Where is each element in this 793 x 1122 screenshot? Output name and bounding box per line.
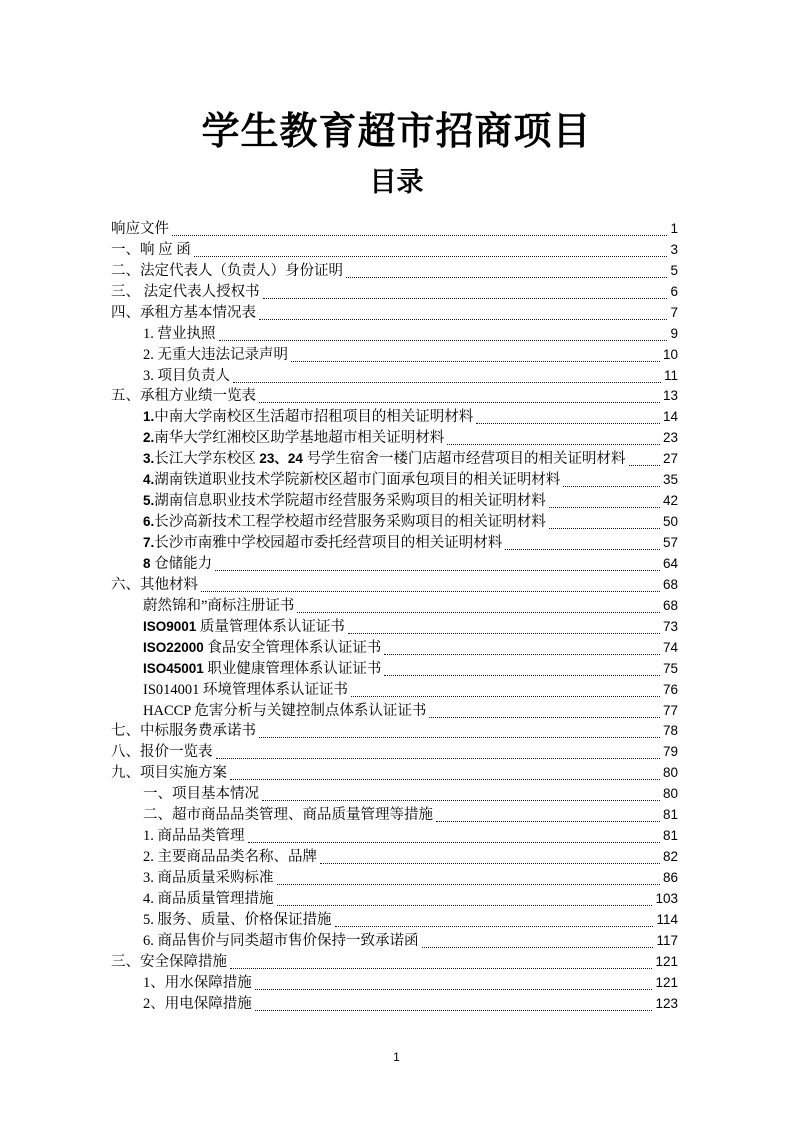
toc-entry-page-number: 73	[662, 618, 678, 634]
toc-entry-page-number: 23	[662, 430, 678, 446]
toc-entry-title: 1、用水保障措施	[143, 974, 252, 991]
toc-entry-page-number: 64	[662, 555, 678, 571]
toc-dotted-leader	[277, 905, 653, 906]
toc-entry-page-number: 81	[662, 828, 678, 844]
toc-entry[interactable]	[111, 701, 678, 722]
toc-entry[interactable]	[111, 491, 678, 512]
toc-entry-page-number: 79	[662, 744, 678, 760]
toc-entry-page-number: 27	[662, 451, 678, 467]
toc-entry-page-number: 50	[662, 514, 678, 530]
toc-dotted-leader	[255, 1010, 653, 1011]
toc-entry-title: IS014001 环境管理体系认证证书	[143, 681, 349, 698]
toc-entry-title: 3.长江大学东校区 23、24 号学生宿舍一楼门店超市经营项目的相关证明材料	[143, 451, 626, 468]
toc-entry-title: 八、报价一览表	[111, 744, 213, 761]
toc-entry-title: 1.中南大学南校区生活超市招租项目的相关证明材料	[143, 409, 474, 426]
toc-dotted-leader	[447, 444, 660, 445]
toc-entry[interactable]	[111, 868, 678, 889]
toc-entry[interactable]	[111, 407, 678, 428]
toc-entry[interactable]	[111, 470, 678, 491]
toc-dotted-leader	[259, 737, 660, 738]
toc-entry-title: 2. 主要商品品类名称、品牌	[143, 849, 317, 866]
toc-entry[interactable]	[111, 324, 678, 345]
toc-entry-page-number: 42	[662, 493, 678, 509]
toc-entry-title: 一、响 应 函	[111, 241, 191, 258]
toc-dotted-leader	[194, 256, 668, 257]
toc-dotted-leader	[549, 507, 660, 508]
toc-entry[interactable]	[111, 784, 678, 805]
toc-entry-page-number: 76	[662, 681, 678, 697]
toc-entry[interactable]	[111, 910, 678, 931]
toc-dotted-leader	[263, 298, 668, 299]
toc-entry-page-number: 82	[662, 849, 678, 865]
toc-entry[interactable]	[111, 512, 678, 533]
toc-entry-page-number: 13	[662, 388, 678, 404]
toc-dotted-leader	[563, 486, 660, 487]
toc-entry[interactable]	[111, 240, 678, 261]
toc-entry-page-number: 78	[662, 723, 678, 739]
toc-entry[interactable]	[111, 282, 678, 303]
toc-entry-page-number: 80	[662, 765, 678, 781]
toc-entry-page-number: 57	[662, 535, 678, 551]
toc-entry[interactable]	[111, 973, 678, 994]
toc-dotted-leader	[248, 842, 660, 843]
toc-entry-page-number: 1	[670, 220, 678, 236]
toc-entry-title: 4. 商品质量管理措施	[143, 890, 274, 907]
toc-entry[interactable]	[111, 596, 678, 617]
toc-entry-title: 5. 服务、质量、价格保证措施	[143, 911, 332, 928]
toc-dotted-leader	[233, 382, 661, 383]
toc-entry-page-number: 10	[662, 346, 678, 362]
toc-entry-title: HACCP 危害分析与关键控制点体系认证证书	[143, 702, 427, 719]
toc-entry[interactable]	[111, 742, 678, 763]
toc-dotted-leader	[422, 947, 654, 948]
toc-dotted-leader	[549, 528, 660, 529]
toc-entry[interactable]	[111, 931, 678, 952]
toc-dotted-leader	[219, 340, 668, 341]
toc-entry-title: 响应文件	[111, 220, 169, 237]
toc-entry[interactable]	[111, 554, 678, 575]
toc-entry-page-number: 114	[656, 911, 678, 927]
toc-entry[interactable]	[111, 219, 678, 240]
toc-entry[interactable]	[111, 366, 678, 387]
toc-entry-title: 8 仓储能力	[143, 555, 213, 572]
toc-entry-title: 蔚然锦和”商标注册证书	[143, 597, 295, 614]
toc-dotted-leader	[320, 863, 660, 864]
toc-entry-page-number: 77	[662, 702, 678, 718]
toc-entry-page-number: 86	[662, 870, 678, 886]
toc-dotted-leader	[172, 235, 667, 236]
toc-entry-title: 3. 项目负责人	[143, 367, 230, 384]
toc-entry-page-number: 103	[655, 890, 678, 906]
toc-entry-page-number: 123	[655, 995, 678, 1011]
toc-entry[interactable]	[111, 575, 678, 596]
toc-entry[interactable]	[111, 617, 678, 638]
toc-dotted-leader	[629, 465, 660, 466]
toc-entry-title: 2. 无重大违法记录声明	[143, 346, 288, 363]
toc-entry-title: 1. 商品品类管理	[143, 828, 245, 845]
toc-dotted-leader	[230, 779, 660, 780]
toc-entry-page-number: 6	[670, 283, 678, 299]
toc-entry-page-number: 75	[662, 660, 678, 676]
toc-entry[interactable]	[111, 638, 678, 659]
toc-entry-title: 四、承租方基本情况表	[111, 304, 256, 321]
toc-entry[interactable]	[111, 428, 678, 449]
toc-entry[interactable]	[111, 533, 678, 554]
toc-entry[interactable]	[111, 805, 678, 826]
toc-dotted-leader	[384, 675, 660, 676]
toc-entry-title: 7.长沙市南雅中学校园超市委托经营项目的相关证明材料	[143, 535, 503, 552]
toc-dotted-leader	[335, 926, 654, 927]
toc-dotted-leader	[255, 989, 653, 990]
toc-dotted-leader	[216, 758, 660, 759]
toc-entry-page-number: 117	[656, 932, 678, 948]
toc-entry[interactable]	[111, 826, 678, 847]
toc-dotted-leader	[215, 570, 660, 571]
toc-entry-title: 二、法定代表人（负责人）身份证明	[111, 262, 343, 279]
toc-dotted-leader	[291, 361, 660, 362]
toc-dotted-leader	[436, 821, 660, 822]
toc-entry[interactable]	[111, 994, 678, 1015]
toc-entry-title: 五、承租方业绩一览表	[111, 388, 256, 405]
toc-dotted-leader	[277, 884, 660, 885]
toc-entry[interactable]	[111, 449, 678, 470]
toc-entry-title: ISO22000 食品安全管理体系认证证书	[143, 639, 382, 656]
toc-dotted-leader	[201, 591, 660, 592]
toc-entry-title: 6.长沙高新技术工程学校超市经营服务采购项目的相关证明材料	[143, 514, 546, 531]
toc-entry-title: 5.湖南信息职业技术学院超市经营服务采购项目的相关证明材料	[143, 493, 546, 510]
toc-dotted-leader	[505, 549, 660, 550]
toc-dotted-leader	[429, 717, 660, 718]
toc-entry[interactable]	[111, 847, 678, 868]
toc-dotted-leader	[230, 968, 652, 969]
toc-entry-title: ISO45001 职业健康管理体系认证证书	[143, 660, 382, 677]
toc-entry-page-number: 9	[670, 325, 678, 341]
toc-entry[interactable]	[111, 763, 678, 784]
toc-entry-page-number: 14	[662, 409, 678, 425]
toc-entry-title: 3. 商品质量采购标准	[143, 870, 274, 887]
toc-entry-title: 6. 商品售价与同类超市售价保持一致承诺函	[143, 932, 419, 949]
toc-entry-page-number: 74	[662, 639, 678, 655]
toc-dotted-leader	[476, 423, 660, 424]
toc-dotted-leader	[351, 696, 660, 697]
toc-entry-title: 二、超市商品品类管理、商品质量管理等措施	[143, 807, 433, 824]
toc-entry[interactable]	[111, 303, 678, 324]
toc-entry-title: 4.湖南铁道职业技术学院新校区超市门面承包项目的相关证明材料	[143, 472, 561, 489]
toc-entry-page-number: 68	[662, 576, 678, 592]
toc-entry-page-number: 121	[655, 974, 678, 990]
toc-entry[interactable]	[111, 345, 678, 366]
toc-entry[interactable]	[111, 680, 678, 701]
toc-entry[interactable]	[111, 659, 678, 680]
toc-heading: 目录	[369, 167, 424, 197]
toc-entry-page-number: 68	[662, 597, 678, 613]
toc-entry-title: 七、中标服务费承诺书	[111, 723, 256, 740]
toc-entry-page-number: 7	[670, 304, 678, 320]
table-of-contents	[111, 219, 678, 1015]
toc-entry-title: 三、安全保障措施	[111, 953, 227, 970]
toc-dotted-leader	[348, 633, 660, 634]
footer-page-number: 1	[393, 1050, 400, 1064]
document-title: 学生教育超市招商项目	[201, 111, 592, 153]
toc-dotted-leader	[259, 319, 667, 320]
toc-entry-page-number: 121	[655, 953, 678, 969]
toc-dotted-leader	[346, 277, 667, 278]
toc-entry[interactable]	[111, 722, 678, 743]
toc-entry-page-number: 3	[670, 241, 678, 257]
toc-entry-page-number: 81	[662, 807, 678, 823]
toc-dotted-leader	[259, 402, 660, 403]
toc-dotted-leader	[384, 654, 660, 655]
toc-entry[interactable]	[111, 889, 678, 910]
toc-entry[interactable]	[111, 952, 678, 973]
toc-entry-page-number: 35	[662, 472, 678, 488]
toc-entry-title: 2、用电保障措施	[143, 995, 252, 1012]
toc-dotted-leader	[297, 612, 660, 613]
toc-entry-title: 2.南华大学红湘校区助学基地超市相关证明材料	[143, 430, 445, 447]
toc-entry[interactable]	[111, 261, 678, 282]
toc-entry-title: ISO9001 质量管理体系认证证书	[143, 618, 345, 635]
toc-dotted-leader	[262, 800, 660, 801]
toc-entry-page-number: 80	[662, 786, 678, 802]
toc-entry-page-number: 11	[663, 367, 678, 383]
toc-entry[interactable]	[111, 387, 678, 408]
toc-entry-title: 九、项目实施方案	[111, 765, 227, 782]
toc-entry-title: 六、其他材料	[111, 576, 198, 593]
toc-entry-title: 1. 营业执照	[143, 325, 216, 342]
toc-entry-title: 一、项目基本情况	[143, 786, 259, 803]
toc-entry-title: 三、 法定代表人授权书	[111, 283, 260, 300]
toc-entry-page-number: 5	[670, 262, 678, 278]
